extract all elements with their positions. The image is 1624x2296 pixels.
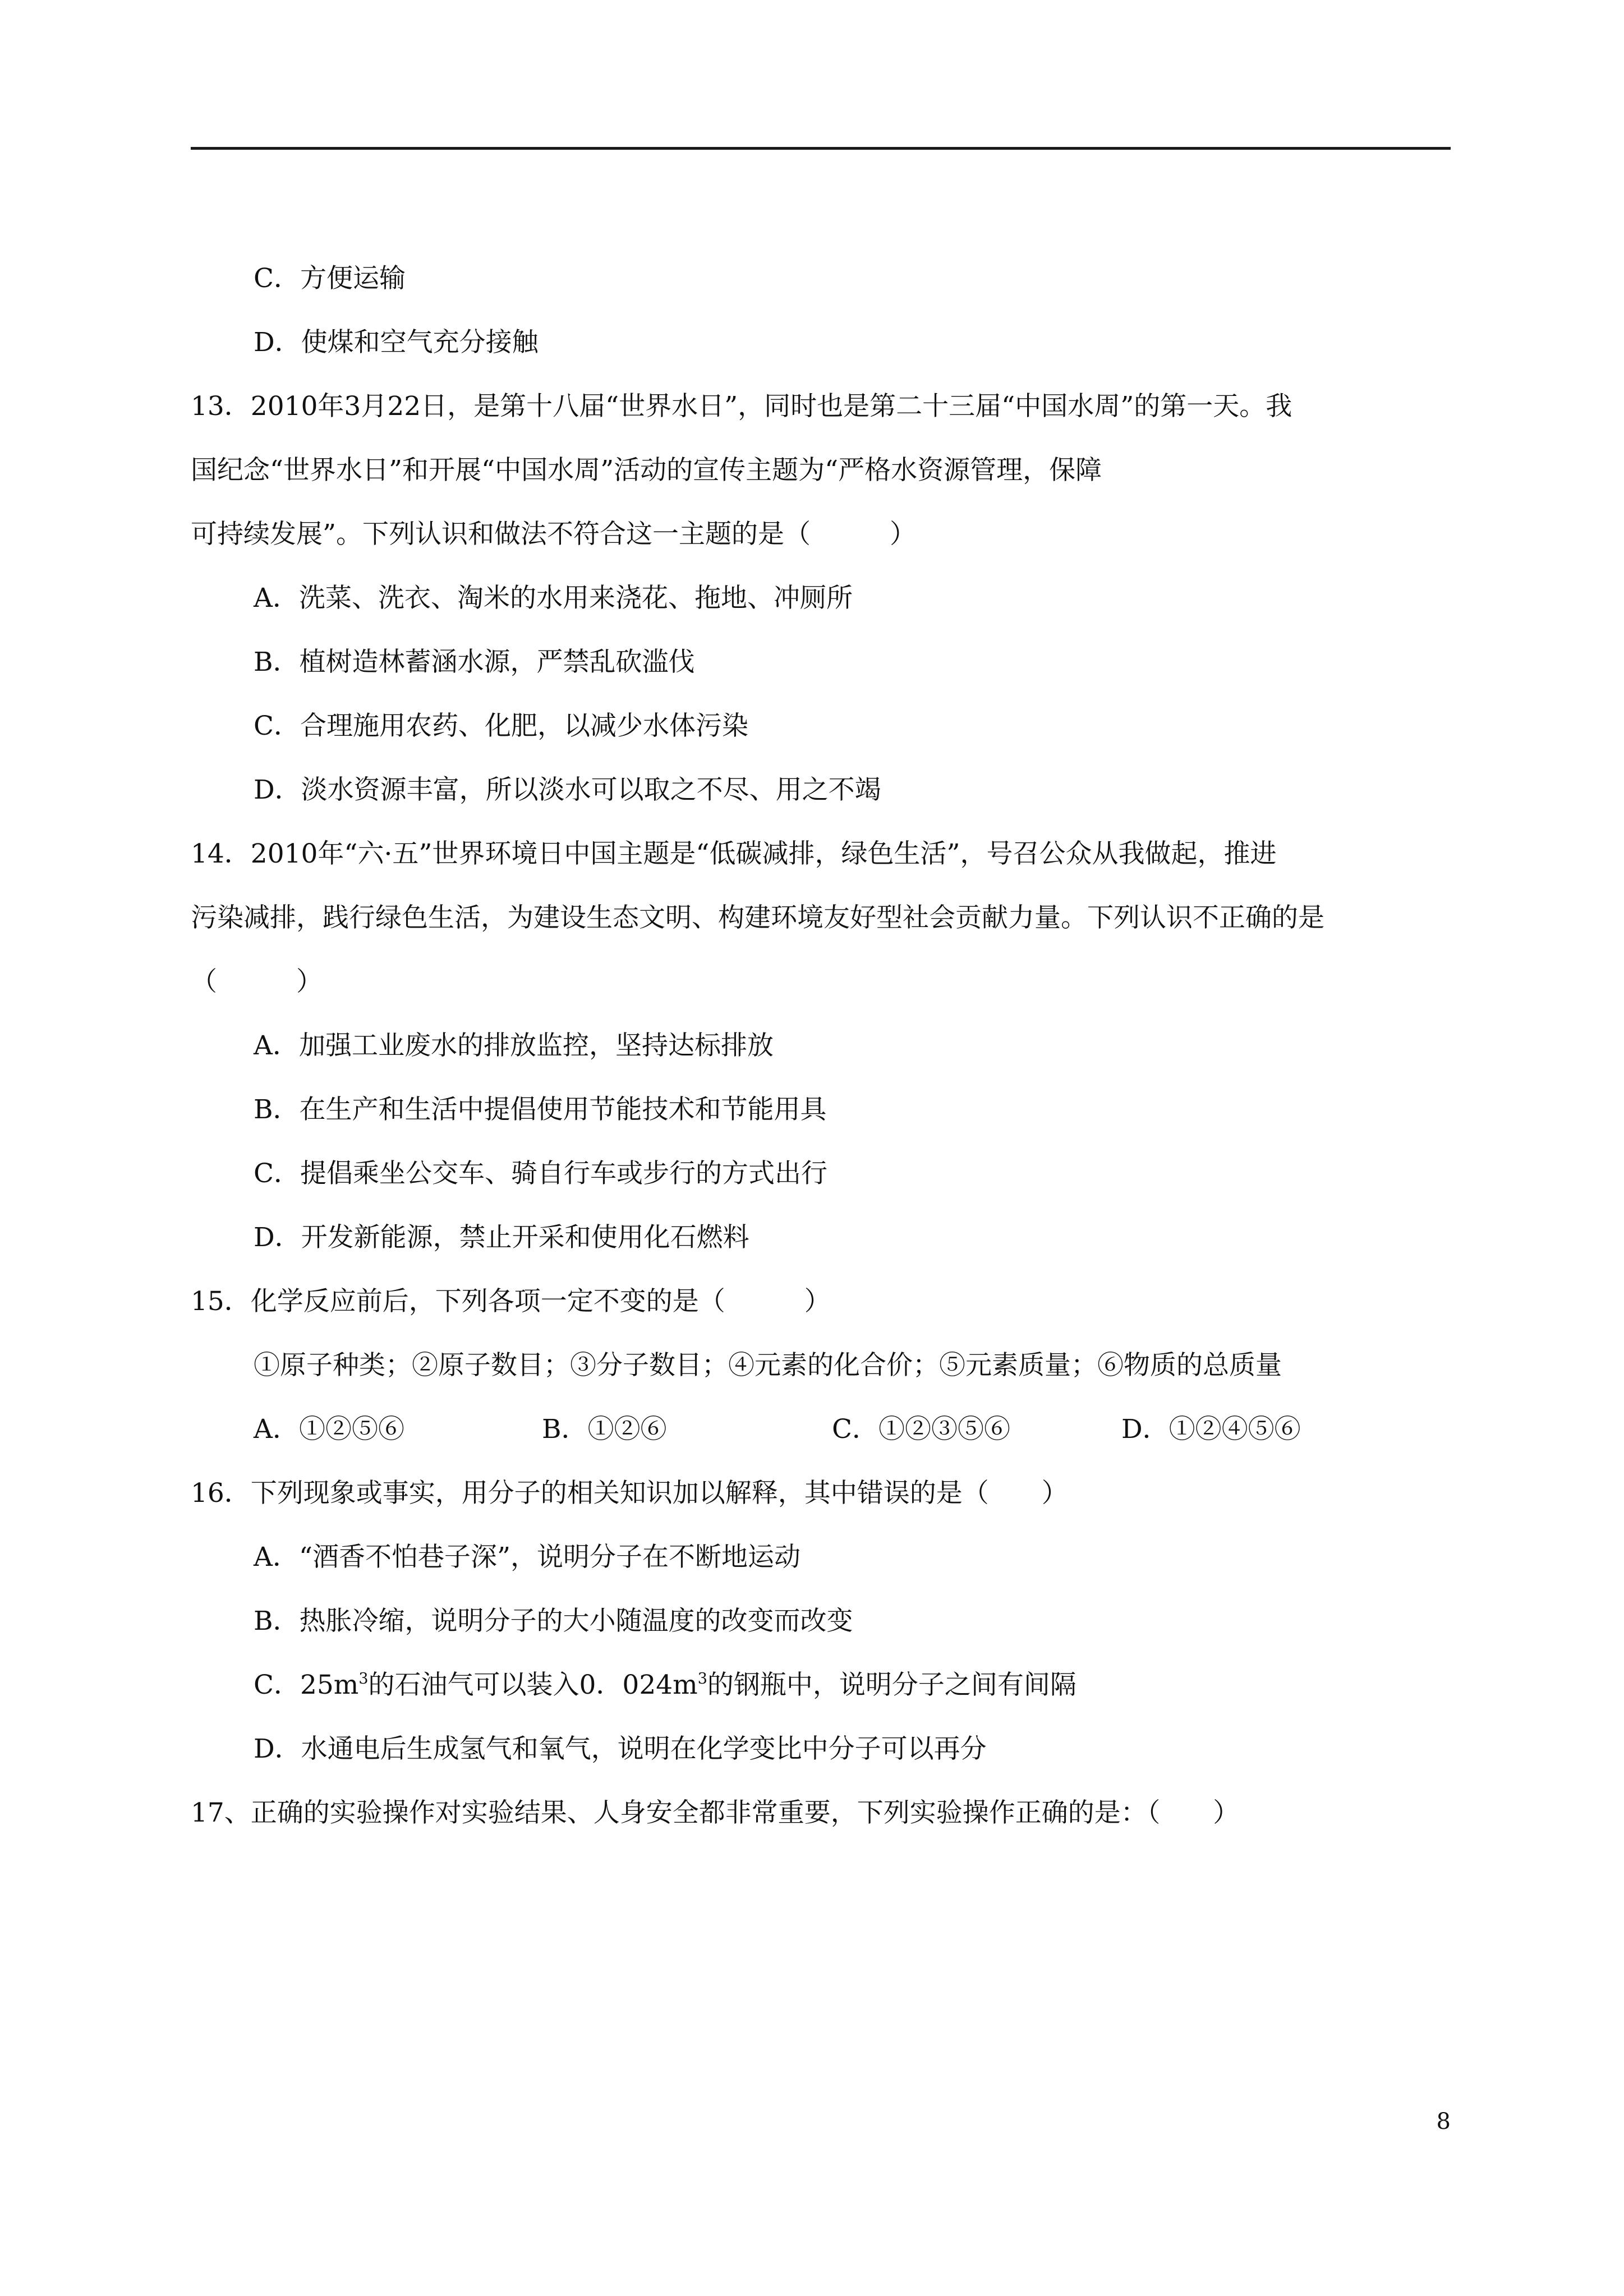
q13-option-c: C．合理施用农药、化肥，以减少水体污染 — [254, 711, 748, 741]
q16-stem: 16．下列现象或事实，用分子的相关知识加以解释，其中错误的是（ ） — [191, 1478, 1068, 1509]
q15-option-c: C．①②③⑤⑥ — [832, 1414, 1010, 1445]
question-16 — [191, 1461, 1451, 1781]
page-number: 8 — [1436, 2109, 1451, 2134]
question-17 — [191, 1781, 1451, 1845]
q16-option-c-part-3: 的钢瓶中，说明分子之间有间隔 — [707, 1670, 1076, 1700]
q14-stem-line-3: （ ） — [191, 966, 323, 997]
q15-option-b: B．①②⑥ — [542, 1414, 667, 1445]
q14-option-a: A．加强工业废水的排放监控，坚持达标排放 — [254, 1030, 774, 1061]
q14-stem-line-1: 14．2010年“六·五”世界环境日中国主题是“低碳减排，绿色生活”，号召公众从我做起，推进 — [191, 838, 1277, 869]
q16-option-a: A．“酒香不怕巷子深”，说明分子在不断地运动 — [254, 1542, 801, 1573]
question-15 — [191, 1270, 1451, 1461]
q13-stem-line-1: 13．2010年3月22日，是第十八届“世界水日”，同时也是第二十三届“中国水周”的第一天。我 — [191, 391, 1292, 422]
q13-option-a: A．洗菜、洗衣、淘米的水用来浇花、拖地、冲厕所 — [254, 583, 853, 614]
header-rule — [191, 147, 1451, 150]
q15-items: ①原子种类；②原子数目；③分子数目；④元素的化合价；⑤元素质量；⑥物质的总质量 — [254, 1350, 1282, 1381]
q14-option-b: B．在生产和生活中提倡使用节能技术和节能用具 — [254, 1094, 827, 1125]
q16-option-c — [191, 1653, 1451, 1717]
q12-option-c: C．方便运输 — [254, 263, 406, 294]
q15-option-a: A．①②⑤⑥ — [254, 1414, 404, 1445]
q14-option-d: D．开发新能源，禁止开采和使用化石燃料 — [254, 1222, 749, 1253]
q16-option-b: B．热胀冷缩，说明分子的大小随温度的改变而改变 — [254, 1606, 853, 1636]
superscript-cubed: 3 — [697, 1670, 707, 1688]
q15-option-d: D．①②④⑤⑥ — [1121, 1414, 1301, 1445]
q17-stem: 17、正确的实验操作对实验结果、人身安全都非常重要，下列实验操作正确的是：（ ） — [191, 1797, 1240, 1828]
q13-option-b: B．植树造林蓄涵水源，严禁乱砍滥伐 — [254, 647, 695, 677]
superscript-cubed: 3 — [358, 1670, 369, 1688]
q14-stem-line-2: 污染减排，践行绿色生活，为建设生态文明、构建环境友好型社会贡献力量。下列认识不正确的是 — [191, 902, 1324, 933]
q15-options-row — [191, 1398, 1451, 1461]
q12-option-d: D．使煤和空气充分接触 — [254, 327, 539, 358]
q15-stem: 15．化学反应前后，下列各项一定不变的是（ ） — [191, 1286, 831, 1317]
q16-option-c-part-1: C．25m — [254, 1670, 359, 1700]
q13-stem-line-2: 国纪念“世界水日”和开展“中国水周”活动的宣传主题为“严格水资源管理，保障 — [191, 455, 1102, 486]
q16-option-d: D．水通电后生成氢气和氧气，说明在化学变比中分子可以再分 — [254, 1733, 987, 1764]
question-13 — [191, 375, 1451, 822]
q14-option-c: C．提倡乘坐公交车、骑自行车或步行的方式出行 — [254, 1158, 827, 1189]
question-14 — [191, 822, 1451, 1270]
exam-page-content — [191, 247, 1451, 1845]
q16-option-c-part-2: 的石油气可以装入0．024m — [368, 1670, 698, 1700]
q13-option-d: D．淡水资源丰富，所以淡水可以取之不尽、用之不竭 — [254, 774, 881, 805]
q13-stem-line-3: 可持续发展”。下列认识和做法不符合这一主题的是（ ） — [191, 519, 917, 550]
